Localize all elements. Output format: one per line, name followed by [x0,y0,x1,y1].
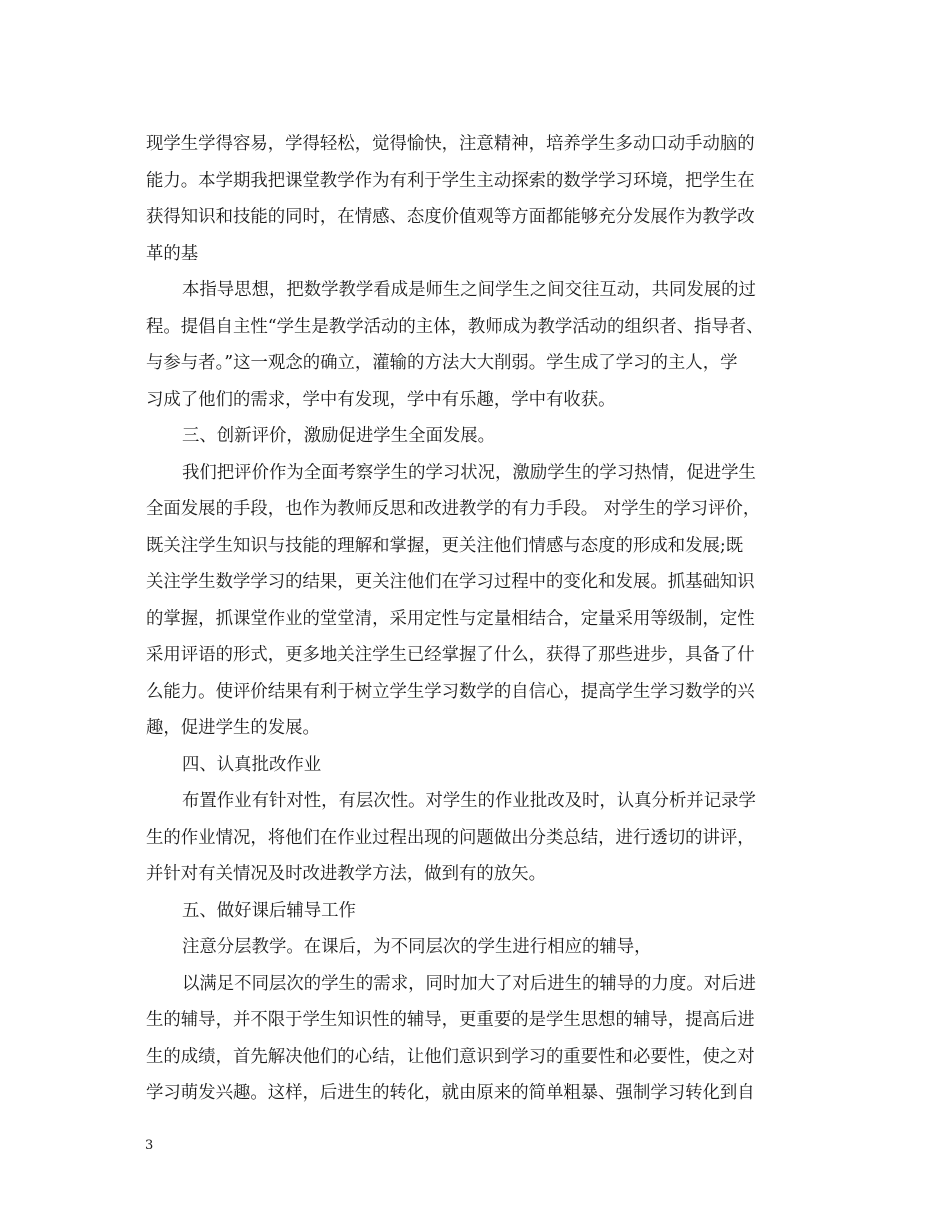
text-line: 全面发展的手段，也作为教师反思和改进教学的有力手段。 对学生的学习评价， [146,499,761,519]
text-line: 本指导思想，把数学教学看成是师生之间学生之间交往互动，共同发展的过 [182,280,756,300]
text-line: 关注学生数学学习的结果，更关注他们在学习过程中的变化和发展。抓基础知识 [146,572,755,592]
text-line: 注意分层教学。在课后，为不同层次的学生进行相应的辅导， [182,937,652,957]
text-line: 生的成绩，首先解决他们的心结，让他们意识到学习的重要性和必要性，使之对 [146,1046,755,1067]
text-line: 布置作业有针对性，有层次性。对学生的作业批改及时，认真分析并记录学 [182,791,756,811]
text-line: 趣，促进学生的发展。 [146,718,320,738]
body-text [146,126,806,1112]
text-line: 与参与者。”这一观念的确立，灌输的方法大大削弱。学生成了学习的主人，学 [146,353,738,373]
text-line: 现学生学得容易，学得轻松，觉得愉快，注意精神，培养学生多动口动手动脑的 [146,134,755,154]
text-line: 采用评语的形式，更多地关注学生已经掌握了什么，获得了那些进步，具备了什 [146,645,755,665]
text-line: 我们把评价作为全面考察学生的学习状况，激励学生的学习热情，促进学生 [182,462,756,483]
text-line: 学习萌发兴趣。这样，后进生的转化，就由原来的简单粗暴、强制学习转化到自 [146,1083,755,1103]
text-line: 五、做好课后辅导工作 [182,900,356,921]
text-line: 四、认真批改作业 [182,754,322,775]
text-line: 习成了他们的需求，学中有发现，学中有乐趣，学中有收获。 [146,389,616,410]
text-line: 生的作业情况，将他们在作业过程出现的问题做出分类总结，进行透切的讲评， [146,827,755,848]
text-line: 么能力。使评价结果有利于树立学生学习数学的自信心，提高学生学习数学的兴 [146,681,755,702]
text-line: 并针对有关情况及时改进教学方法，做到有的放矢。 [146,864,546,884]
text-line: 革的基 [146,243,199,264]
text-line: 三、创新评价，激励促进学生全面发展。 [182,426,496,446]
text-line: 程。提倡自主性“学生是教学活动的主体，教师成为教学活动的组织者、指导者、 [146,316,764,337]
text-line: 的掌握，抓课堂作业的堂堂清，采用定性与定量相结合，定量采用等级制，定性 [146,608,755,629]
text-line: 能力。本学期我把课堂教学作为有利于学生主动探索的数学学习环境，把学生在 [146,170,755,191]
text-line: 生的辅导，并不限于学生知识性的辅导，更重要的是学生思想的辅导，提高后进 [146,1010,755,1030]
text-line: 既关注学生知识与技能的理解和掌握，更关注他们情感与态度的形成和发展;既 [146,535,744,556]
text-line: 获得知识和技能的同时，在情感、态度价值观等方面都能够充分发展作为教学改 [146,207,755,227]
page-number: 3 [145,1138,154,1153]
text-line: 以满足不同层次的学生的需求，同时加大了对后进生的辅导的力度。对后进 [182,973,756,994]
